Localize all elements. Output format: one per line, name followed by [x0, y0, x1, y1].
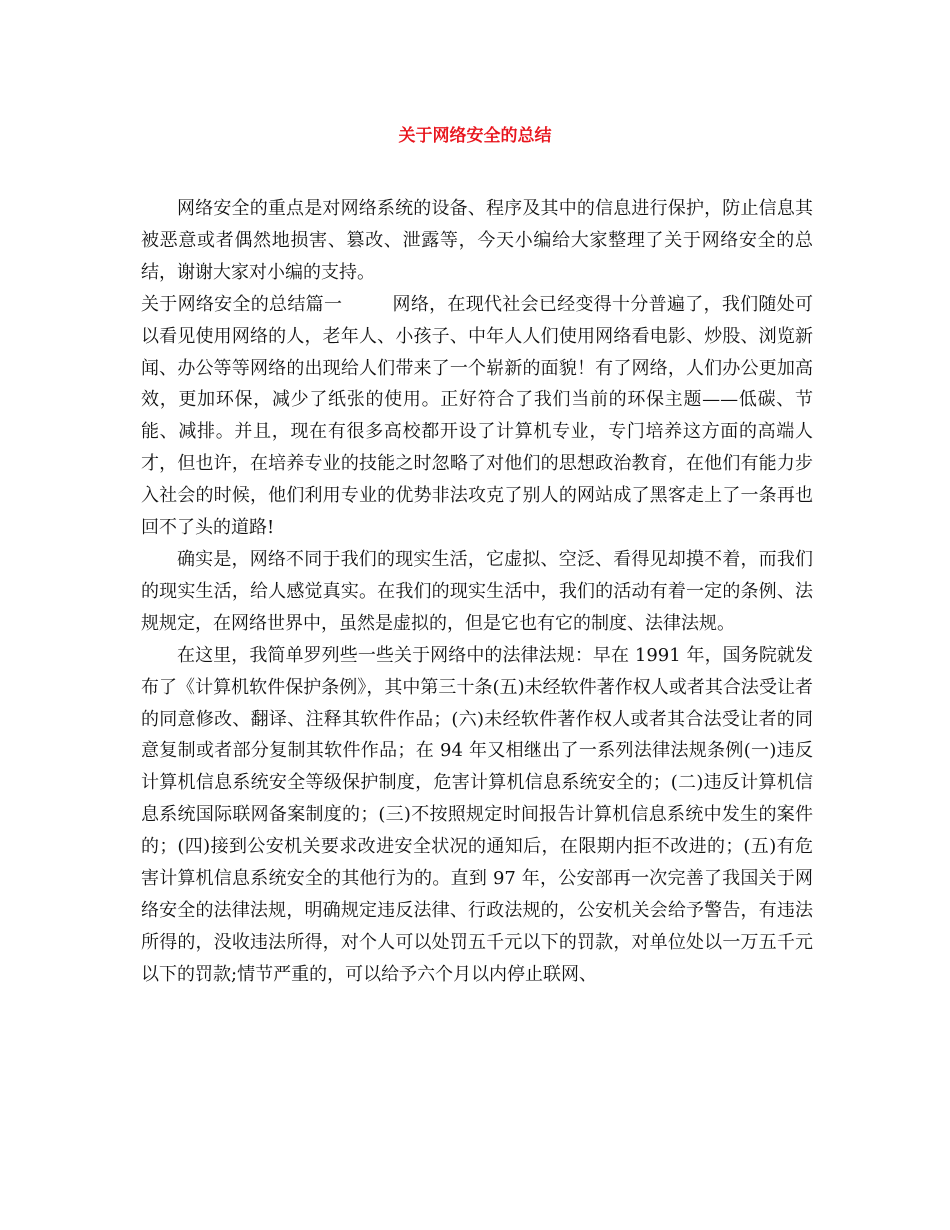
paragraph-3: 在这里，我简单罗列些一些关于网络中的法律法规：早在 1991 年，国务院就发布了《计算机软件保护条例》，其中第三十条(五)未经软件著作权人或者其合法受让者的同意修改、翻译、注释其软件作品；(六)未经软件著作权人或者其合法受让者的同意复制或者部分复制其软件作品；在 94 年又相继出了一系列法律法规条例(一)违反计算机信息系统安全等级保护制度，危害计算机信息系统安全的；(二)违反计算机信息系统国际联网备案制度的；(三)不按照规定时间报告计算机信息系统中发生的案件的；(四)接到公安机关要求改进安全状况的通知后，在限期内拒不改进的；(五)有危害计算机信息系统安全的其他行为的。直到 97 年，公安部再一次完善了我国关于网络安全的法律法规，明确规定违反法律、行政法规的，公安机关会给予警告，有违法所得的，没收违法所得，对个人可以处罚五千元以下的罚款，对单位处以一万五千元以下的罚款;情节严重的，可以给予六个月以内停止联网、 [141, 644, 813, 985]
section-first-paragraph [141, 289, 813, 544]
paragraph-2: 确实是，网络不同于我们的现实生活，它虚拟、空泛、看得见却摸不着，而我们的现实生活，给人感觉真实。在我们的现实生活中，我们的活动有着一定的条例、法规规定，在网络世界中，虽然是虚拟的，但是它也有它的制度、法律法规。 [141, 548, 813, 634]
intro-paragraph: 网络安全的重点是对网络系统的设备、程序及其中的信息进行保护，防止信息其被恶意或者偶然地损害、篡改、泄露等，今天小编给大家整理了关于网络安全的总结，谢谢大家对小编的支持。 [141, 198, 813, 283]
document-body [141, 193, 813, 991]
section-heading: 关于网络安全的总结篇一 [141, 293, 343, 315]
section-first-paragraph-text: 网络，在现代社会已经变得十分普遍了，我们随处可以看见使用网络的人，老年人、小孩子、中年人人们使用网络看电影、炒股、浏览新闻、办公等等网络的出现给人们带来了一个崭新的面貌！有了网络，人们办公更加高效，更加环保，减少了纸张的使用。正好符合了我们当前的环保主题——低碳、节能、减排。并且，现在有很多高校都开设了计算机专业，专门培养这方面的高端人才，但也许，在培养专业的技能之时忽略了对他们的思想政治教育，在他们有能力步入社会的时候，他们利用专业的优势非法攻克了别人的网站成了黑客走上了一条再也回不了头的道路! [141, 293, 813, 539]
document-title: 关于网络安全的总结 [398, 126, 552, 146]
